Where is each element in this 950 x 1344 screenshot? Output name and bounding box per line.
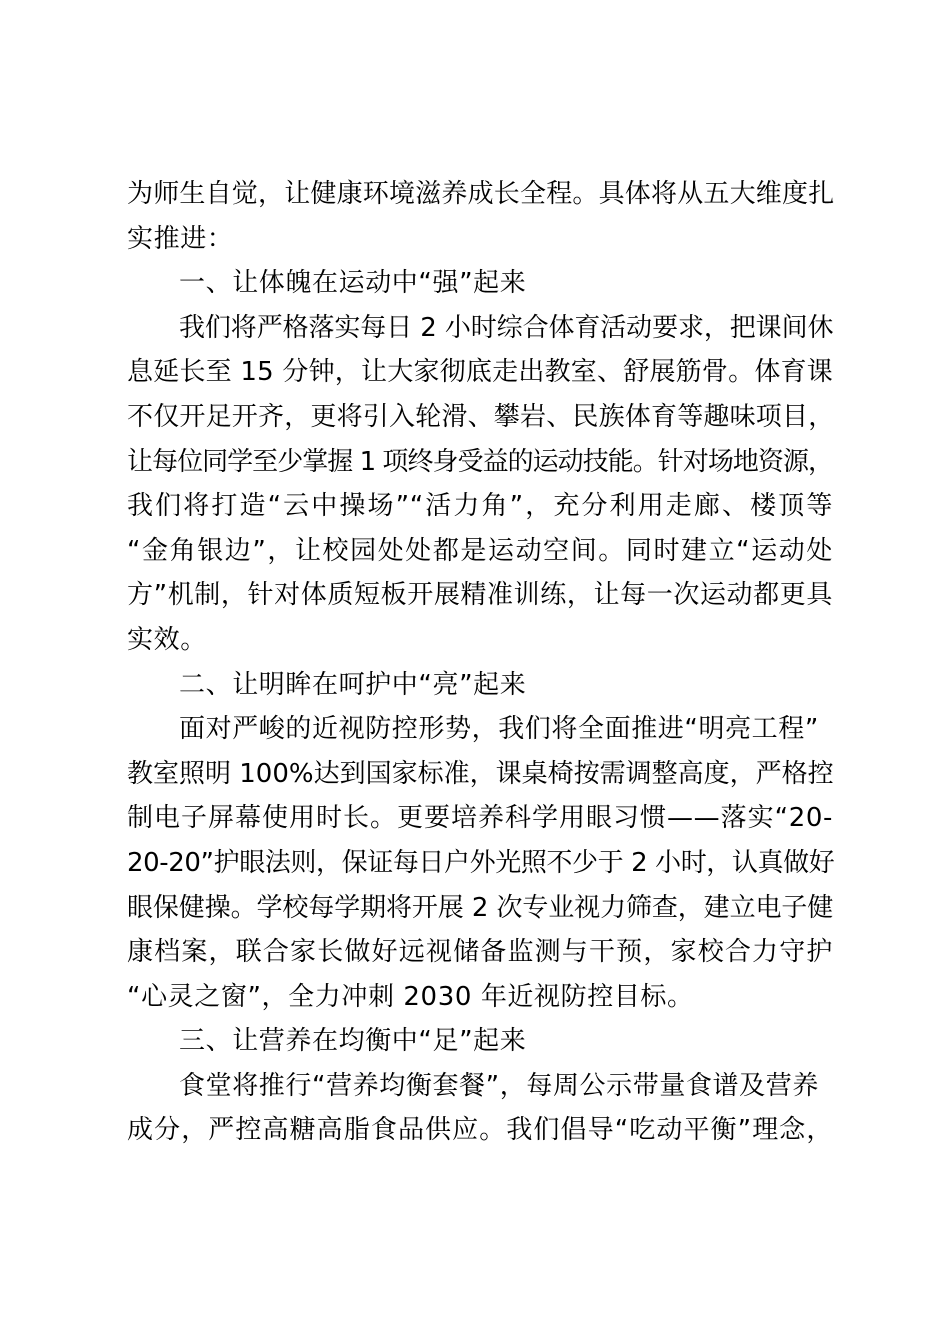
text-line: 为师生自觉，让健康环境滋养成长全程。具体将从五大维度扎: [127, 179, 835, 209]
text-line: 息延长至 15 分钟，让大家彻底走出教室、舒展筋骨。体育课: [127, 357, 833, 388]
text-line: 康档案，联合家长做好远视储备监测与干预，家校合力守护: [127, 937, 833, 968]
section-heading-2: [127, 663, 833, 708]
text-line: “金角银边”，让校园处处都是运动空间。同时建立“运动处: [127, 535, 833, 566]
heading-text: 三、让营养在均衡中“足”起来: [179, 1026, 527, 1057]
text-line: 方”机制，针对体质短板开展精准训练，让每一次运动都更具: [127, 580, 833, 611]
document-body: [127, 172, 833, 1153]
section-1-paragraph: [127, 306, 833, 663]
text-line: 20-20”护眼法则，保证每日户外光照不少于 2 小时，认真做好: [127, 847, 835, 878]
text-line: 成分，严控高糖高脂食品供应。我们倡导“吃动平衡”理念，: [127, 1115, 833, 1146]
text-line: 不仅开足开齐，更将引入轮滑、攀岩、民族体育等趣味项目，: [127, 401, 835, 432]
text-line: 面对严峻的近视防控形势，我们将全面推进“明亮工程”: [179, 714, 819, 745]
text-line: 我们将严格落实每日 2 小时综合体育活动要求，把课间休: [179, 312, 834, 343]
text-line: 让每位同学至少掌握 1 项终身受益的运动技能。针对场地资源，: [127, 446, 833, 477]
heading-text: 二、让明眸在呵护中“亮”起来: [179, 669, 527, 700]
text-line: 制电子屏幕使用时长。更要培养科学用眼习惯——落实“20-: [127, 803, 833, 834]
text-line: 实推进：: [127, 223, 234, 254]
text-line: “心灵之窗”，全力冲刺 2030 年近视防控目标。: [127, 981, 694, 1012]
section-3-paragraph: [127, 1064, 833, 1153]
text-line: 实效。: [127, 624, 207, 655]
intro-paragraph: [127, 172, 833, 261]
text-line: 眼保健操。学校每学期将开展 2 次专业视力筛查，建立电子健: [127, 892, 834, 923]
section-heading-3: [127, 1019, 833, 1064]
text-line: 教室照明 100%达到国家标准，课桌椅按需调整高度，严格控: [127, 758, 834, 789]
text-line: 我们将打造“云中操场”“活力角”，充分利用走廊、楼顶等: [127, 491, 833, 522]
text-line: 食堂将推行“营养均衡套餐”，每周公示带量食谱及营养: [179, 1070, 819, 1101]
section-heading-1: [127, 261, 833, 306]
heading-text: 一、让体魄在运动中“强”起来: [179, 268, 527, 299]
section-2-paragraph: [127, 707, 833, 1019]
